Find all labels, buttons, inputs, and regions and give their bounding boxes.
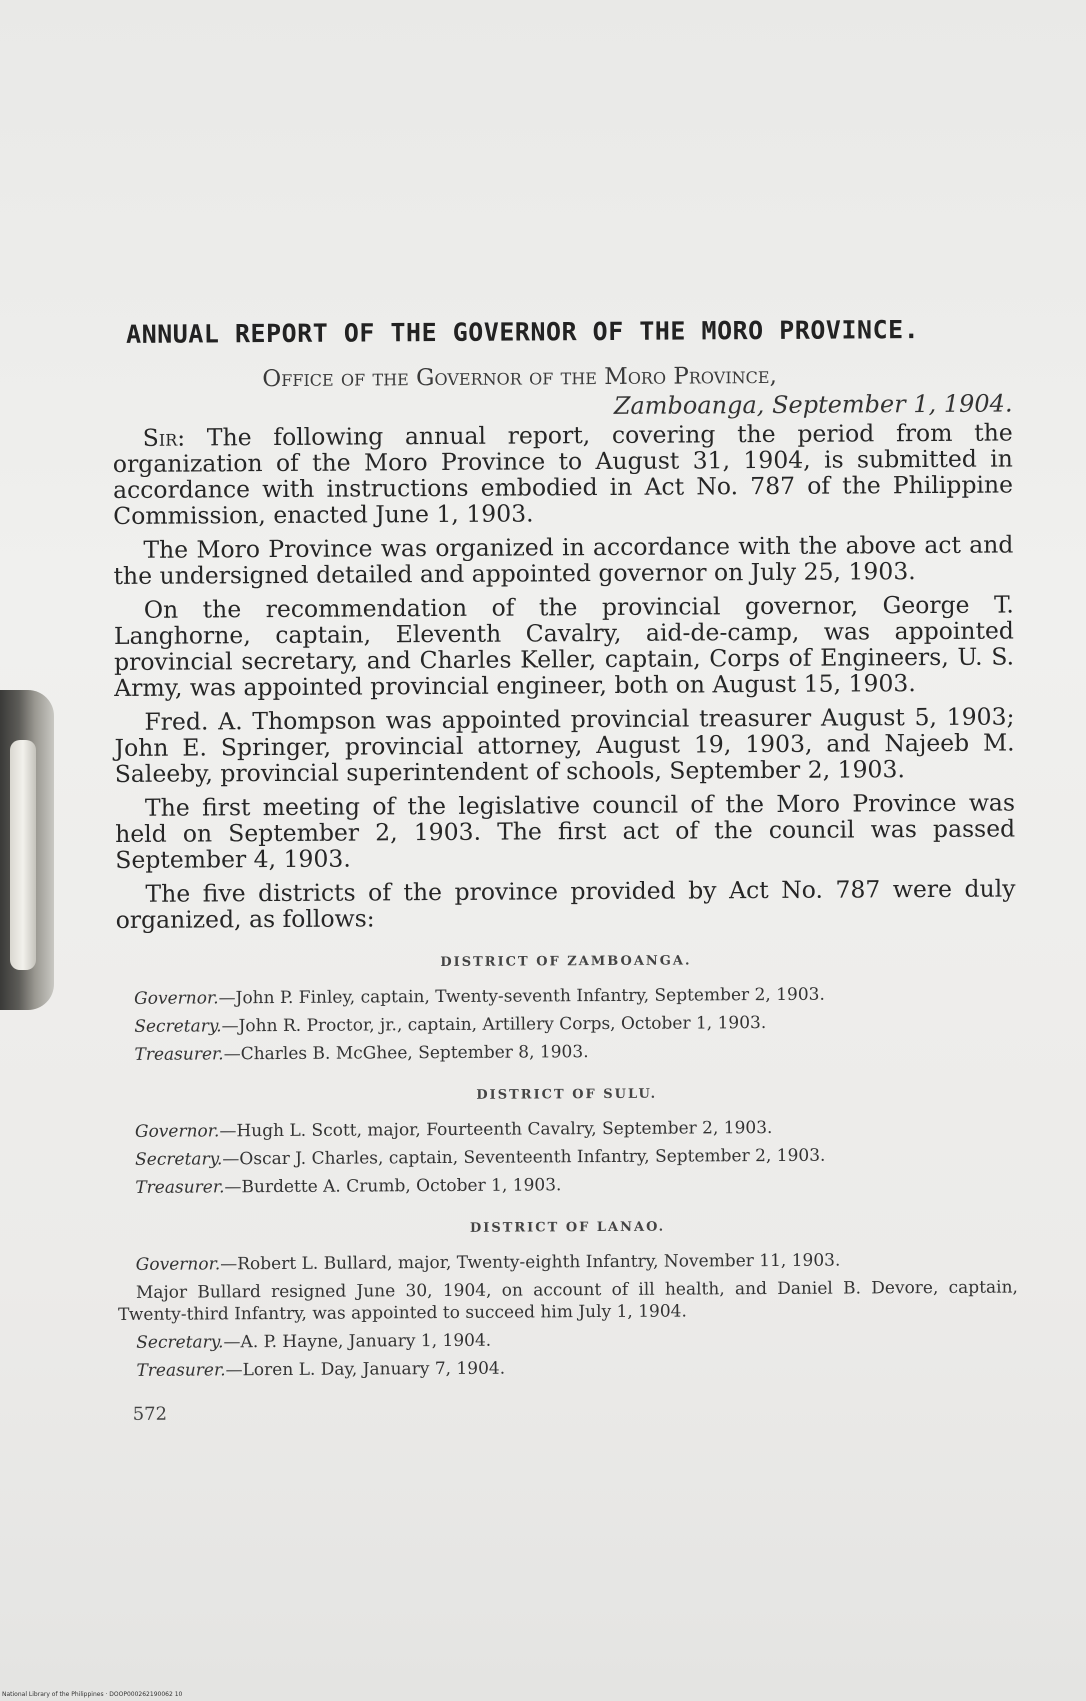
- entry-text: Major Bullard resigned June 30, 1904, on account of ill health, and Daniel B. Devore, captain, Twenty-third Infantry, was appointed to succeed him July 1, 1904.: [118, 1277, 1018, 1325]
- entry-role: Secretary.: [134, 1016, 222, 1037]
- binding-strap: [10, 740, 36, 970]
- district-heading-sulu: DISTRICT OF SULU.: [476, 1086, 658, 1103]
- entry: [116, 1038, 1016, 1065]
- paragraph-5: The first meeting of the legislative council of the Moro Province was held on September 2, 1903. The first act of the council was passed September 4, 1903.: [115, 788, 1016, 874]
- paragraph-1-text: The following annual report, covering the period from the organization of the Moro Province to August 31, 1904, is submitted in accordance with instructions embodied in Act No. 787 of the Philippine Commission, enacted June 1, 1903.: [112, 418, 1014, 530]
- paragraph-6: The five districts of the province provided by Act No. 787 were duly organized, as follows:: [115, 874, 1016, 934]
- place-date: Zamboanga, September 1, 1904.: [613, 389, 1013, 420]
- entry-role: Treasurer.: [134, 1044, 224, 1065]
- entry-text: —Burdette A. Crumb, October 1, 1903.: [224, 1175, 562, 1198]
- entry-text: —Oscar J. Charles, captain, Seventeenth Infantry, September 2, 1903.: [222, 1145, 826, 1170]
- paragraph-3: On the recommendation of the provincial governor, George T. Langhorne, captain, Eleventh Cavalry, aid-de-camp, was appointed provincial secretary, and Charles Keller, captain, Corps of Engineers, U. S. Army, was appointed provincial engineer, both on August 15, 1903.: [113, 590, 1015, 702]
- page-content: [112, 315, 1019, 1425]
- paragraph-1: [113, 420, 1014, 529]
- library-footer: National Library of the Philippines · DOOP000262190062 10: [2, 1691, 183, 1698]
- entry-text: —Loren L. Day, January 7, 1904.: [225, 1358, 506, 1381]
- entry-role: Governor.: [134, 988, 219, 1009]
- entry-role: Treasurer.: [135, 1177, 225, 1198]
- entry-text: —Charles B. McGhee, September 8, 1903.: [223, 1042, 589, 1065]
- page-number: 572: [132, 1403, 168, 1425]
- entry: [118, 1326, 1018, 1353]
- entry-text: —A. P. Hayne, January 1, 1904.: [223, 1330, 492, 1353]
- entry-role: Secretary.: [136, 1332, 224, 1353]
- entry: [116, 1010, 1016, 1037]
- paragraph-4: Fred. A. Thompson was appointed provincial treasurer August 5, 1903; John E. Springer, provincial attorney, August 19, 1903, and Najeeb M. Saleeby, provincial superintendent of schools, September 2, 1903.: [114, 702, 1015, 788]
- entry-role: Treasurer.: [136, 1360, 226, 1381]
- report-title: ANNUAL REPORT OF THE GOVERNOR OF THE MORO PROVINCE.: [125, 315, 920, 349]
- entry: [117, 1143, 1017, 1170]
- paragraph-2: The Moro Province was organized in accordance with the above act and the undersigned detailed and appointed governor on July 25, 1903.: [113, 530, 1014, 590]
- entry: [117, 1115, 1017, 1142]
- entry-role: Governor.: [134, 1121, 220, 1142]
- district-heading-lanao: DISTRICT OF LANAO.: [469, 1219, 666, 1236]
- entry-role: Secretary.: [135, 1149, 223, 1170]
- entry-text: —John P. Finley, captain, Twenty-seventh Infantry, September 2, 1903.: [218, 984, 825, 1009]
- entry-text: —Hugh L. Scott, major, Fourteenth Cavalry, September 2, 1903.: [219, 1117, 773, 1142]
- district-heading-zamboanga: DISTRICT OF ZAMBOANGA.: [440, 953, 692, 971]
- entry: [118, 1354, 1018, 1381]
- entry: [116, 982, 1016, 1009]
- entry: [118, 1276, 1018, 1325]
- entry: [118, 1248, 1018, 1275]
- office-line: Office of the Governor of the Moro Province,: [262, 362, 777, 393]
- entry-text: —John R. Proctor, jr., captain, Artillery Corps, October 1, 1903.: [221, 1013, 767, 1037]
- entry-role: Governor.: [135, 1254, 221, 1275]
- salutation: Sir:: [142, 423, 186, 452]
- entry: [117, 1171, 1017, 1198]
- entry-text: —Robert L. Bullard, major, Twenty-eighth Infantry, November 11, 1903.: [220, 1250, 841, 1275]
